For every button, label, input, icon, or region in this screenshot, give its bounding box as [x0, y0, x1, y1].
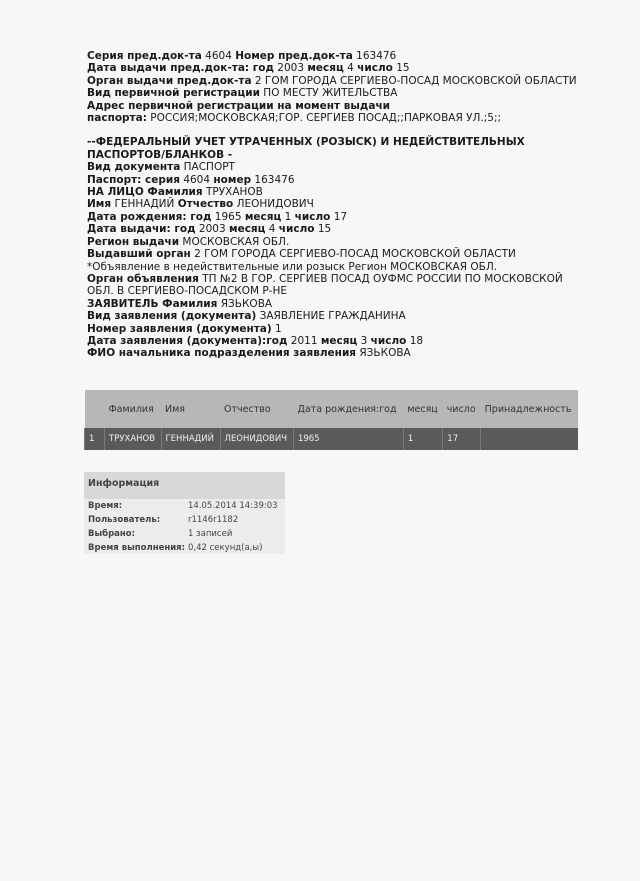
- field-value: 2011: [287, 334, 321, 347]
- field-label: Регион выдачи: [87, 235, 180, 248]
- field-value: 2 ГОМ ГОРОДА СЕРГИЕВО-ПОСАД МОСКОВСКОЙ ОБЛАСТИ: [190, 248, 516, 261]
- field-label: Серия пред.док-та: [87, 50, 202, 62]
- field-value: ЛЕОНИДОВИЧ: [233, 198, 314, 211]
- field-label: номер: [213, 173, 252, 186]
- column-header: Дата рождения:год: [293, 390, 403, 428]
- field-label: месяц: [244, 210, 282, 223]
- info-row: [84, 527, 285, 541]
- record-line: [87, 149, 587, 161]
- field-label: Дата выдачи пред.док-та: год: [87, 62, 274, 75]
- table-cell: 1965: [293, 428, 403, 450]
- field-label: Дата рождения: год: [87, 210, 212, 223]
- field-value: 163476: [352, 50, 397, 62]
- field-value: ПАСПОРТ: [180, 161, 235, 174]
- results-table: [84, 390, 578, 450]
- record-line: [87, 161, 587, 173]
- table-cell: [481, 428, 578, 450]
- field-label: Отчество: [177, 198, 234, 211]
- field-value: 2003: [273, 62, 308, 75]
- field-label: Дата заявления (документа):год: [87, 334, 288, 347]
- record-line: [87, 75, 587, 87]
- field-value: ПО МЕСТУ ЖИТЕЛЬСТВА: [259, 87, 398, 100]
- field-value: ЯЗЬКОВА: [356, 347, 411, 360]
- record-line: [87, 211, 587, 223]
- field-value: 2003: [195, 223, 229, 236]
- field-label: Имя: [87, 198, 112, 211]
- column-header: [85, 390, 105, 428]
- table-cell: ЛЕОНИДОВИЧ: [220, 428, 293, 450]
- table-row[interactable]: [85, 428, 579, 450]
- field-label: Вид документа: [87, 161, 181, 174]
- field-value: 4: [343, 62, 358, 75]
- table-cell: 17: [443, 428, 481, 450]
- field-label: НА ЛИЦО Фамилия: [87, 186, 203, 199]
- record-line: [87, 273, 587, 285]
- table-cell: 1: [403, 428, 442, 450]
- record-line: [87, 186, 587, 198]
- field-label: ФИО начальника подразделения заявления: [87, 347, 357, 360]
- field-label: число: [370, 334, 407, 347]
- field-label: число: [278, 223, 315, 236]
- record-line: [87, 62, 587, 74]
- record-line: [87, 335, 587, 347]
- field-value: 4: [265, 223, 279, 236]
- field-value: *Объявление в недействительные или розыск Регион МОСКОВСКАЯ ОБЛ.: [87, 260, 498, 273]
- field-value: ОБЛ. В СЕРГИЕВО-ПОСАДСКОМ Р-НЕ: [87, 285, 288, 298]
- info-rows: [84, 499, 285, 555]
- info-row: [84, 541, 285, 555]
- field-value: 3: [357, 334, 371, 347]
- field-value: ЗАЯВЛЕНИЕ ГРАЖДАНИНА: [256, 310, 406, 323]
- field-value: ТРУХАНОВ: [202, 186, 263, 199]
- field-value: 2 ГОМ ГОРОДА СЕРГИЕВО-ПОСАД МОСКОВСКОЙ ОБЛАСТИ: [251, 74, 577, 87]
- table-body: [85, 428, 579, 450]
- info-key: Выбрано:: [88, 529, 136, 539]
- field-label: ЗАЯВИТЕЛЬ Фамилия: [87, 297, 218, 310]
- field-label: паспорта:: [87, 112, 147, 125]
- record-line: [87, 112, 587, 124]
- info-row: [84, 513, 285, 527]
- field-value: 15: [314, 223, 332, 236]
- field-value: 1: [271, 322, 282, 335]
- record-line: [87, 50, 587, 62]
- field-value: 1965: [211, 210, 245, 223]
- table-cell: ГЕННАДИЙ: [161, 428, 220, 450]
- record-line: [87, 285, 587, 297]
- record-line: [87, 347, 587, 359]
- info-key: Пользователь:: [88, 515, 161, 525]
- column-header: Имя: [161, 390, 220, 428]
- record-line: [87, 261, 587, 273]
- info-value: 1 записей: [188, 529, 233, 539]
- info-value: r1146r1182: [188, 515, 239, 525]
- field-value: ЯЗЬКОВА: [217, 297, 273, 310]
- record-line: [87, 310, 587, 322]
- field-label: Адрес первичной регистрации на момент выдачи: [87, 99, 391, 112]
- record-line: [87, 174, 587, 186]
- field-label: --ФЕДЕРАЛЬНЫЙ УЧЕТ УТРАЧЕННЫХ (РОЗЫСК) И НЕДЕЙСТВИТЕЛЬНЫХ: [87, 136, 525, 149]
- record-line: [87, 136, 587, 148]
- record-line: [87, 236, 587, 248]
- info-title: Информация: [84, 472, 285, 499]
- table-header-row: [85, 390, 579, 428]
- info-row: [84, 499, 285, 513]
- field-label: число: [294, 210, 331, 223]
- field-value: ТП №2 В ГОР. СЕРГИЕВ ПОСАД ОУФМС РОССИИ ПО МОСКОВСКОЙ: [198, 272, 563, 285]
- field-label: месяц: [228, 223, 266, 236]
- info-panel: [84, 472, 285, 554]
- field-value: 18: [406, 334, 424, 347]
- spacer: [87, 124, 587, 136]
- field-label: число: [357, 62, 393, 75]
- column-header: Фамилия: [105, 390, 162, 428]
- field-value: 4604: [179, 173, 214, 186]
- info-key: Время:: [88, 501, 123, 511]
- record-line: [87, 323, 587, 335]
- field-value: 1: [281, 210, 295, 223]
- record-line: [87, 100, 587, 112]
- column-header: число: [443, 390, 481, 428]
- field-value: МОСКОВСКАЯ ОБЛ.: [179, 235, 290, 248]
- table-cell: 1: [85, 428, 105, 450]
- record-line: [87, 87, 587, 99]
- record-line: [87, 248, 587, 260]
- record-text-block: [87, 50, 587, 360]
- field-label: Номер пред.док-та: [235, 50, 353, 62]
- field-value: ГЕННАДИЙ: [111, 198, 178, 211]
- field-value: 17: [330, 210, 348, 223]
- field-label: Дата выдачи: год: [87, 223, 196, 236]
- field-label: месяц: [320, 334, 358, 347]
- record-line: [87, 223, 587, 235]
- field-label: Выдавший орган: [87, 248, 191, 261]
- table-cell: ТРУХАНОВ: [105, 428, 162, 450]
- field-label: Орган выдачи пред.док-та: [87, 74, 252, 87]
- field-label: Вид первичной регистрации: [87, 87, 260, 100]
- column-header: Отчество: [220, 390, 293, 428]
- column-header: месяц: [403, 390, 442, 428]
- info-value: 0,42 секунд(а,ы): [188, 543, 263, 553]
- column-header: Принадлежность: [481, 390, 578, 428]
- field-value: 15: [392, 62, 410, 75]
- field-value: 4604: [201, 50, 236, 62]
- field-value: 163476: [251, 173, 295, 186]
- field-label: ПАСПОРТОВ/БЛАНКОВ -: [87, 148, 233, 161]
- record-line: [87, 298, 587, 310]
- info-key: Время выполнения:: [88, 543, 186, 553]
- field-label: Вид заявления (документа): [87, 310, 257, 323]
- field-label: месяц: [307, 62, 344, 75]
- record-line: [87, 198, 587, 210]
- info-value: 14.05.2014 14:39:03: [188, 501, 278, 511]
- field-label: Паспорт: серия: [87, 173, 180, 186]
- field-label: Орган объявления: [87, 272, 199, 285]
- field-value: РОССИЯ;МОСКОВСКАЯ;ГОР. СЕРГИЕВ ПОСАД;;ПАРКОВАЯ УЛ.;5;;: [146, 112, 502, 125]
- field-label: Номер заявления (документа): [87, 322, 272, 335]
